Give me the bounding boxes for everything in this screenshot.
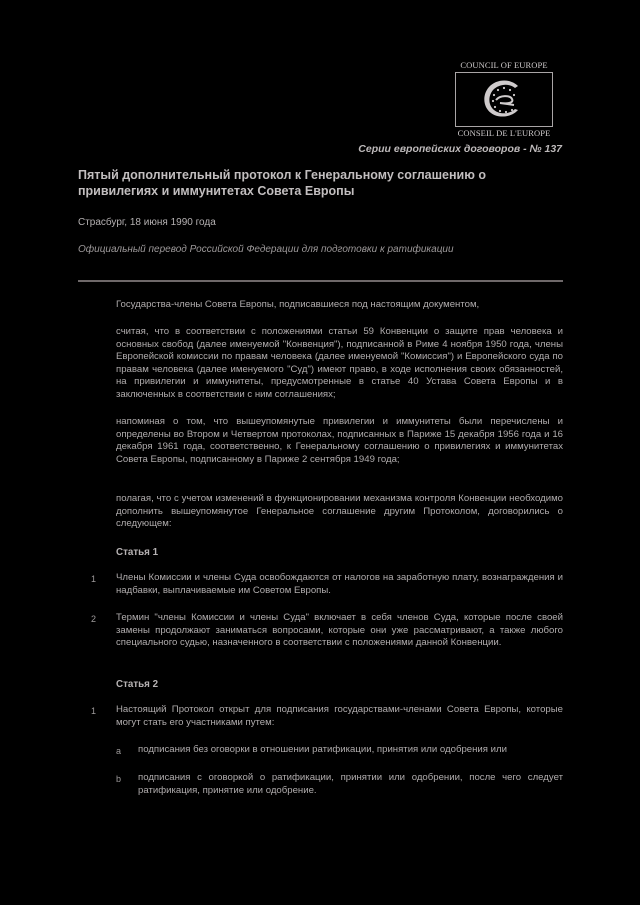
article-1-paragraph-2: Термин "члены Комиссии и члены Суда" включает в себя членов Суда, которые после своей замены продолжают заниматься вопросами, которые они уже рассматривают, а также любого специального судью, назначенного в соответствии с положениями данной Конвенции. bbox=[116, 612, 563, 649]
logo-bottom-text: CONSEIL DE L'EUROPE bbox=[457, 128, 551, 138]
article-2-heading: Статья 2 bbox=[116, 679, 159, 690]
official-translation-note: Официальный перевод Российской Федерации для подготовки к ратификации bbox=[78, 244, 454, 255]
paragraph-number: 1 bbox=[91, 706, 97, 716]
header-divider bbox=[78, 280, 563, 282]
preamble-paragraph: Государства-члены Совета Европы, подписавшиеся под настоящим документом, bbox=[116, 299, 480, 310]
article-2-item-a: подписания без оговорки в отношении ратификации, принятия или одобрения или bbox=[138, 744, 507, 755]
article-2-paragraph-1: Настоящий Протокол открыт для подписания государствами-членами Совета Европы, которые могут стать его участниками путем: bbox=[116, 704, 563, 728]
council-of-europe-emblem-icon bbox=[455, 72, 553, 127]
document-title: Пятый дополнительный протокол к Генеральному соглашению о привилегиях и иммунитетах Совета Европы bbox=[78, 168, 487, 198]
paragraph-number: 2 bbox=[91, 614, 97, 624]
paragraph-number: 1 bbox=[91, 574, 97, 584]
logo-top-text: COUNCIL OF EUROPE bbox=[460, 60, 548, 70]
preamble-paragraph: считая, что в соответствии с положениями статьи 59 Конвенции о защите прав человека и основных свобод (далее именуемой "Конвенция"), подписанной в Риме 4 ноября 1950 года, члены Европейской комиссии по правам человека (далее именуемой "Комиссия") и Европейского суда по правам человека (далее именуемого "Суд") имеют право, в ходе исполнения своих обязанностей, на привилегии и иммунитеты, предусмотренные в статье 40 Устава Совета Европы и в заключенных в соответствии с ним соглашениях; bbox=[116, 326, 563, 400]
article-1-heading: Статья 1 bbox=[116, 547, 159, 558]
council-of-europe-logo bbox=[451, 60, 557, 140]
preamble-paragraph: напоминая о том, что вышеупомянутые привилегии и иммунитеты были перечислены и определены во Втором и Четвертом протоколах, подписанных в Париже 15 декабря 1956 года и 16 декабря 1961 года, соответственно, к Генеральному соглашению о привилегиях и иммунитетах Совета Европы, подписанному в Париже 2 сентября 1949 года; bbox=[116, 416, 563, 465]
article-2-item-b: подписания с оговоркой о ратификации, принятии или одобрении, после чего следует ратификация, принятие или одобрение. bbox=[138, 772, 563, 796]
sub-item-letter: b bbox=[116, 774, 122, 784]
sub-item-letter: a bbox=[116, 746, 122, 756]
preamble-paragraph: полагая, что с учетом изменений в функционировании механизма контроля Конвенции необходимо дополнить вышеупомянутое Генеральное соглашение другим Протоколом, договорились о следующем: bbox=[116, 493, 563, 530]
article-1-paragraph-1: Члены Комиссии и члены Суда освобождаются от налогов на заработную плату, вознаграждения и надбавки, выплачиваемые им Советом Европы. bbox=[116, 572, 563, 596]
place-date: Страсбург, 18 июня 1990 года bbox=[78, 217, 216, 228]
treaty-series-label: Серии европейских договоров - № 137 bbox=[358, 143, 562, 155]
